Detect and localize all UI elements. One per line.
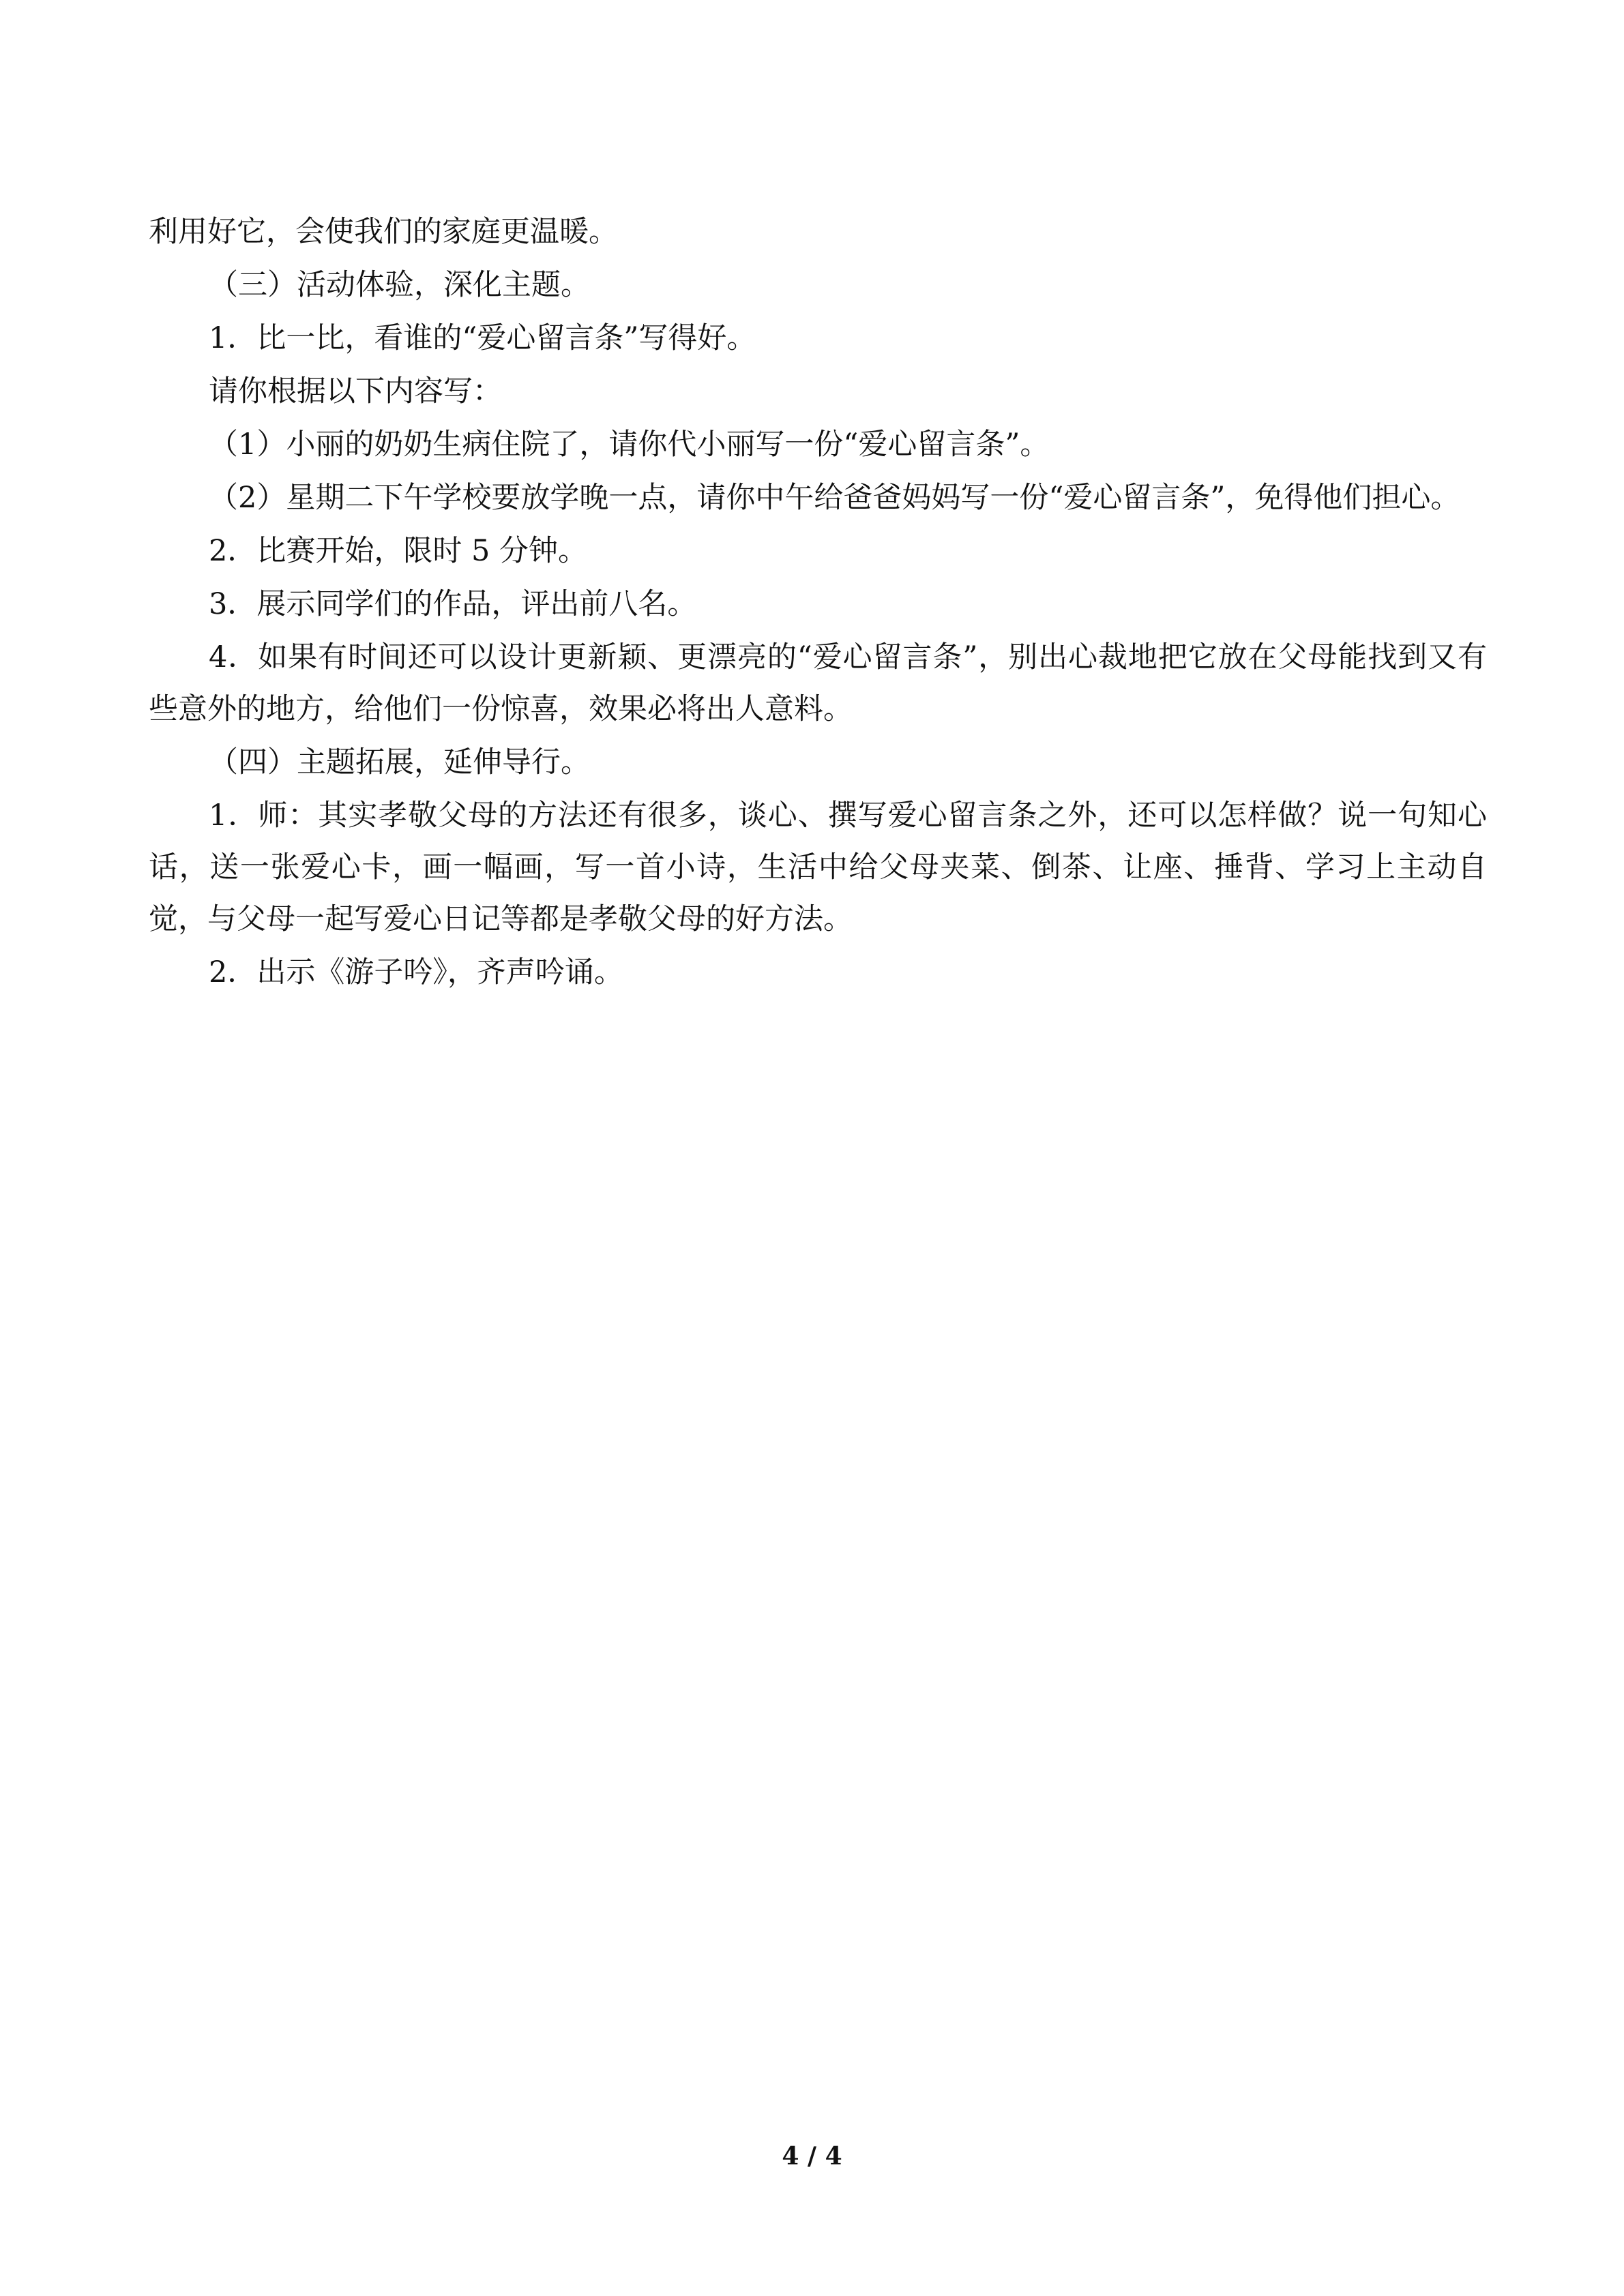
sub-item-2: （2）星期二下午学校要放学晚一点，请你中午给爸爸妈妈写一份“爱心留言条”，免得他们担心。 [209,481,1460,515]
list-item-3: 3．展示同学们的作品，评出前八名。 [209,587,697,621]
list-item-1: 1．比一比，看谁的“爱心留言条”写得好。 [209,321,756,355]
section-heading-3: （三）活动体验，深化主题。 [209,268,590,302]
page-number: 4 / 4 [782,2142,842,2171]
paragraph-continuation: 利用好它，会使我们的家庭更温暖。 [149,215,618,249]
sub-item-1: （1）小丽的奶奶生病住院了，请你代小丽写一份“爱心留言条”。 [209,428,1050,462]
section-heading-4: （四）主题拓展，延伸导行。 [209,745,590,779]
list-item-2: 2．比赛开始，限时 5 分钟。 [209,534,588,568]
list-item-teacher: 1．师：其实孝敬父母的方法还有很多，谈心、撰写爱心留言条之外，还可以怎样做？说一句知心话，送一张爱心卡，画一幅画，写一首小诗，生活中给父母夹菜、倒茶、让座、捶背、学习上主动自觉，与父母一起写爱心日记等都是孝敬父母的好方法。 [149,799,1487,936]
list-item-poem: 2．出示《游子吟》，齐声吟诵。 [209,955,623,989]
instruction-text: 请你根据以下内容写： [209,374,502,408]
list-item-4: 4．如果有时间还可以设计更新颖、更漂亮的“爱心留言条”，别出心裁地把它放在父母能找到又有些意外的地方，给他们一份惊喜，效果必将出人意料。 [149,640,1487,726]
document-body [149,206,1487,1000]
